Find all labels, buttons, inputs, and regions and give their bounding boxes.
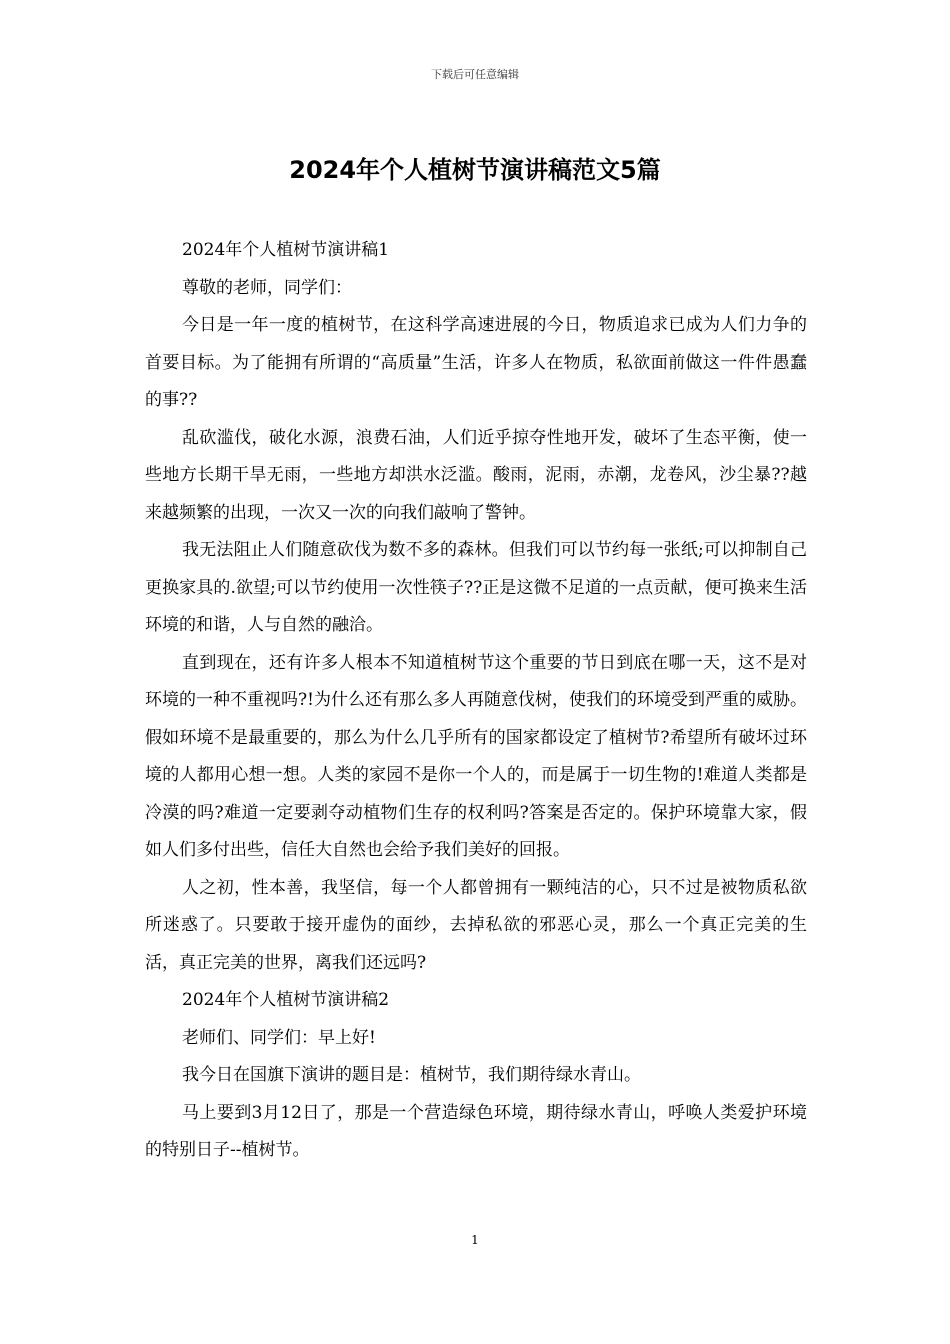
- header-note: 下载后可任意编辑: [431, 68, 519, 81]
- document-title: 2024年个人植树节演讲稿范文5篇: [289, 156, 661, 184]
- body-paragraph: 直到现在，还有许多人根本不知道植树节这个重要的节日到底在哪一天，这不是对环境的一种不重视吗?!为什么还有那么多人再随意伐树，使我们的环境受到严重的威胁。假如环境不是最重要的，那么为什么几乎所有的国家都设定了植树节?希望所有破坏过环境的人都用心想一想。人类的家园不是你一个人的，而是属于一切生物的!难道人类都是冷漠的吗?难道一定要剥夺动植物们生存的权利吗?答案是否定的。保护环境靠大家，假如人们多付出些，信任大自然也会给予我们美好的回报。: [145, 652, 807, 860]
- body-paragraph: 今日是一年一度的植树节，在这科学高速进展的今日，物质追求已成为人们力争的首要目标。为了能拥有所谓的“高质量”生活，许多人在物质，私欲面前做这一件件愚蠢的事??: [145, 315, 807, 410]
- section-heading-1: 2024年个人植树节演讲稿1: [182, 240, 390, 260]
- body-paragraph: 我无法阻止人们随意砍伐为数不多的森林。但我们可以节约每一张纸;可以抑制自己更换家具的.欲望;可以节约使用一次性筷子??正是这微不足道的一点贡献，便可换来生活环境的和谐，人与自然的融洽。: [145, 540, 807, 635]
- body-paragraph: 人之初，性本善，我坚信，每一个人都曾拥有一颗纯洁的心，只不过是被物质私欲所迷惑了。只要敢于接开虚伪的面纱，去掉私欲的邪恶心灵，那么一个真正完美的生活，真正完美的世界，离我们还远吗?: [145, 877, 807, 973]
- section-heading-2: 2024年个人植树节演讲稿2: [182, 990, 390, 1010]
- body-paragraph: 乱砍滥伐，破化水源，浪费石油，人们近乎掠夺性地开发，破坏了生态平衡，使一些地方长期干旱无雨，一些地方却洪水泛滥。酸雨，泥雨，赤潮，龙卷风，沙尘暴??越来越频繁的出现，一次又一次的向我们敲响了警钟。: [145, 427, 807, 523]
- body-paragraph: 我今日在国旗下演讲的题目是：植树节，我们期待绿水青山。: [182, 1065, 641, 1085]
- body-paragraph: 马上要到3月12日了，那是一个营造绿色环境，期待绿水青山，呼唤人类爱护环境的特别日子--植树节。: [145, 1102, 807, 1160]
- document-body: [145, 232, 807, 1170]
- salutation-1: 尊敬的老师，同学们：: [182, 277, 352, 298]
- salutation-2: 老师们、同学们：早上好!: [182, 1027, 376, 1048]
- page-number: 1: [471, 1233, 479, 1247]
